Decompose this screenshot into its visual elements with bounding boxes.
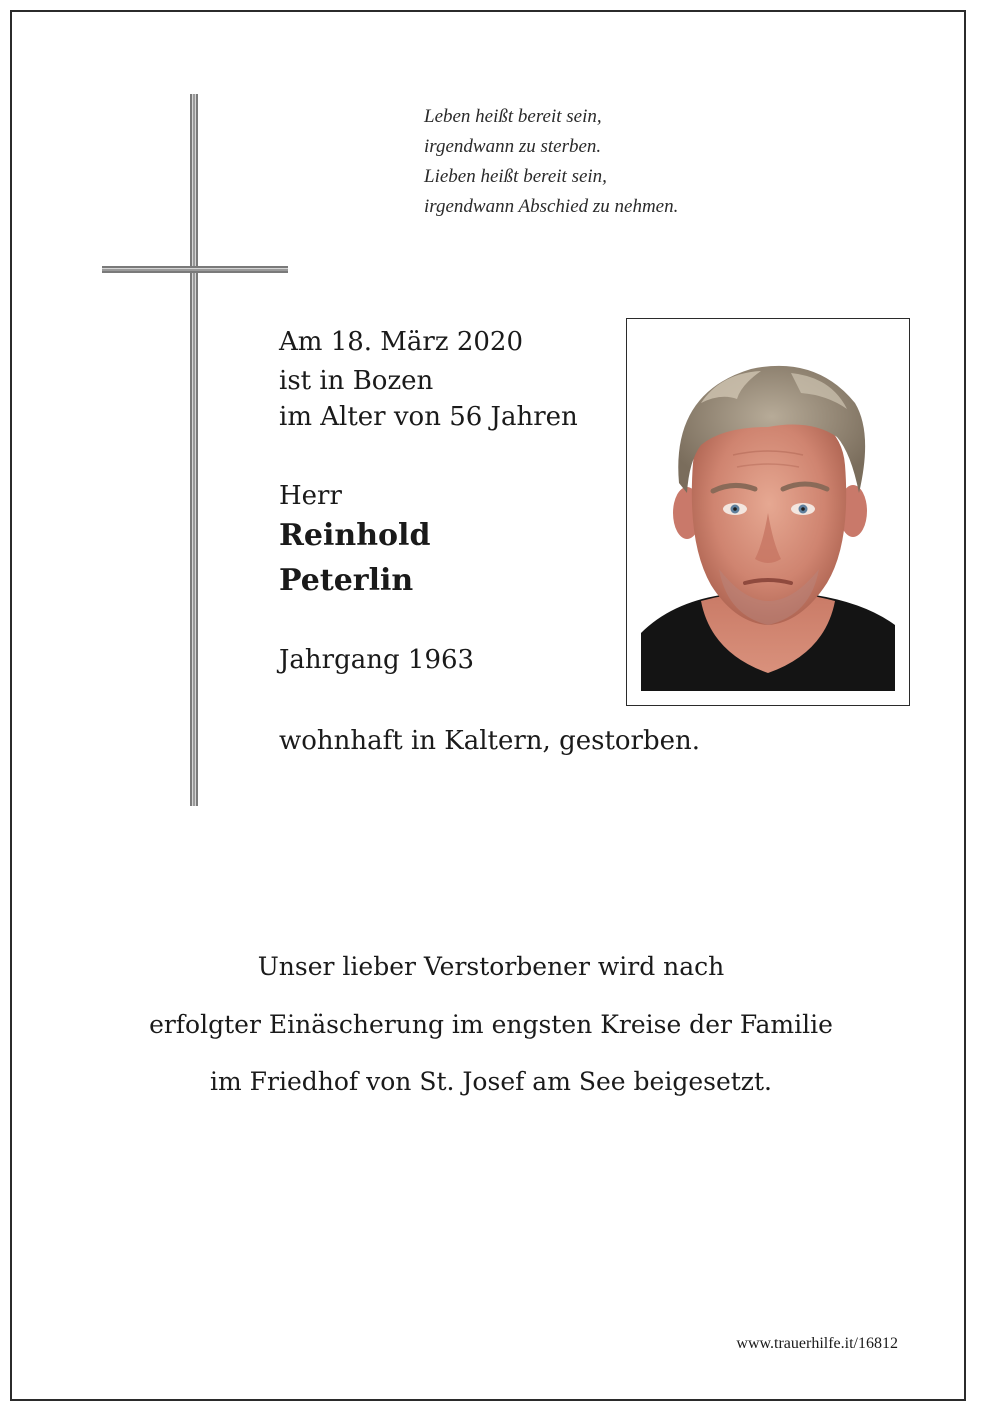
portrait-photo-frame xyxy=(626,318,910,706)
salutation: Herr xyxy=(279,481,342,511)
birth-year: Jahrgang 1963 xyxy=(279,645,475,675)
burial-notice-line: erfolgter Einäscherung im engsten Kreise der Familie xyxy=(149,1010,833,1039)
cross-vertical-bar xyxy=(190,94,198,806)
poem-line: Leben heißt bereit sein, xyxy=(424,106,602,127)
deceased-last-name: Peterlin xyxy=(279,563,414,598)
portrait-image xyxy=(641,333,895,691)
poem-line: irgendwann Abschied zu nehmen. xyxy=(424,196,679,217)
poem-line: irgendwann zu sterben. xyxy=(424,136,602,157)
burial-notice-line: Unser lieber Verstorbener wird nach xyxy=(257,952,725,981)
deceased-first-name: Reinhold xyxy=(279,518,431,553)
portrait-photo xyxy=(641,333,895,691)
memorial-poem xyxy=(424,102,678,222)
footer-url: www.trauerhilfe.it/16812 xyxy=(736,1335,898,1352)
residence: wohnhaft in Kaltern, gestorben. xyxy=(279,726,701,756)
burial-notice-line: im Friedhof von St. Josef am See beigesetzt. xyxy=(210,1067,772,1096)
age-at-death: im Alter von 56 Jahren xyxy=(279,402,578,432)
cross-horizontal-bar xyxy=(102,266,288,273)
death-date: Am 18. März 2020 xyxy=(279,327,523,357)
death-place: ist in Bozen xyxy=(279,366,434,396)
poem-line: Lieben heißt bereit sein, xyxy=(424,166,607,187)
